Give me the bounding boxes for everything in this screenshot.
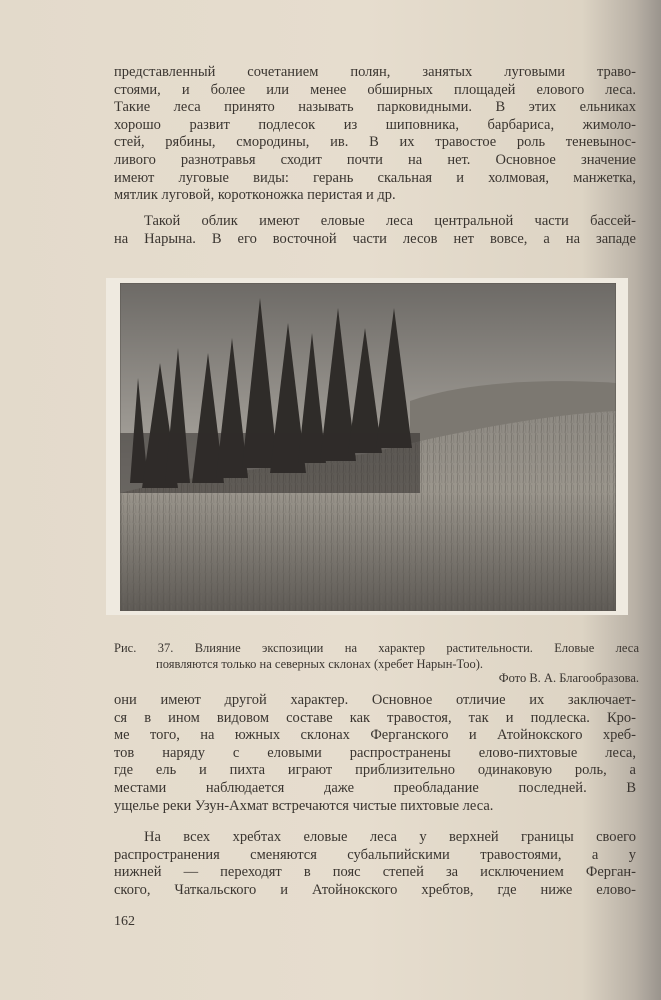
text-line: ливого разнотравья сходит почти на нет. Основное значение (114, 151, 636, 168)
paragraph-3 (114, 692, 636, 815)
paragraph-4 (114, 829, 636, 899)
text-line: представленный сочетанием полян, занятых луговыми траво- (114, 64, 636, 80)
text-line: распространения сменяются субальпийскими травостоями, а у (114, 846, 636, 863)
text-line: нижней — переходят в пояс степей за исключением Ферган- (114, 864, 636, 881)
text-line: хорошо развит подлесок из шиповника, барбариса, жимоло- (114, 116, 636, 133)
text-line: стоями, и более или менее обширных площадей елового леса. (114, 81, 636, 98)
text-line: на Нарына. В его восточной части лесов нет вовсе, а на западе (114, 230, 636, 247)
text-line: Такие леса принято называть парковидными. В этих ельниках (114, 99, 636, 116)
text-line: местами наблюдается даже преобладание последней. В (114, 779, 636, 796)
text-line: они имеют другой характер. Основное отличие их заключает- (114, 692, 636, 708)
text-line: мятлик луговой, коротконожка перистая и др. (114, 187, 396, 204)
text-line: где ель и пихта играют приблизительно одинаковую роль, а (114, 762, 636, 779)
forest-meadow-photo (120, 283, 616, 611)
text-line: стей, рябины, смородины, ив. В их травостое роль теневынос- (114, 134, 636, 151)
paragraph-2 (114, 213, 636, 248)
text-line: На всех хребтах еловые леса у верхней границы своего (144, 829, 636, 845)
text-line: ущелье реки Узун-Ахмат встречаются чистые пихтовые леса. (114, 797, 494, 814)
figure-photo (106, 278, 628, 615)
text-line: имеют луговые виды: герань скальная и холмовая, манжетка, (114, 169, 636, 186)
figure-caption-line-1: Рис. 37. Влияние экспозиции на характер растительности. Еловые леса (114, 641, 639, 655)
text-line: ме того, на южных склонах Ферганского и Атойнокского хреб- (114, 727, 636, 744)
paragraph-1 (114, 64, 636, 205)
page-number: 162 (114, 914, 135, 929)
text-line: ся в ином видовом составе как травостоя, так и подлеска. Кро- (114, 709, 636, 726)
text-line: Такой облик имеют еловые леса центральной части бассей- (144, 213, 636, 229)
photo-credit: Фото В. А. Благообразова. (498, 671, 639, 685)
figure-caption-line-2: появляются только на северных склонах (хребет Нарын-Тоо). (156, 657, 484, 671)
text-line: ского, Чаткальского и Атойнокского хребтов, где ниже елово- (114, 881, 636, 898)
text-line: тов наряду с еловыми распространены елово-пихтовые леса, (114, 744, 636, 761)
